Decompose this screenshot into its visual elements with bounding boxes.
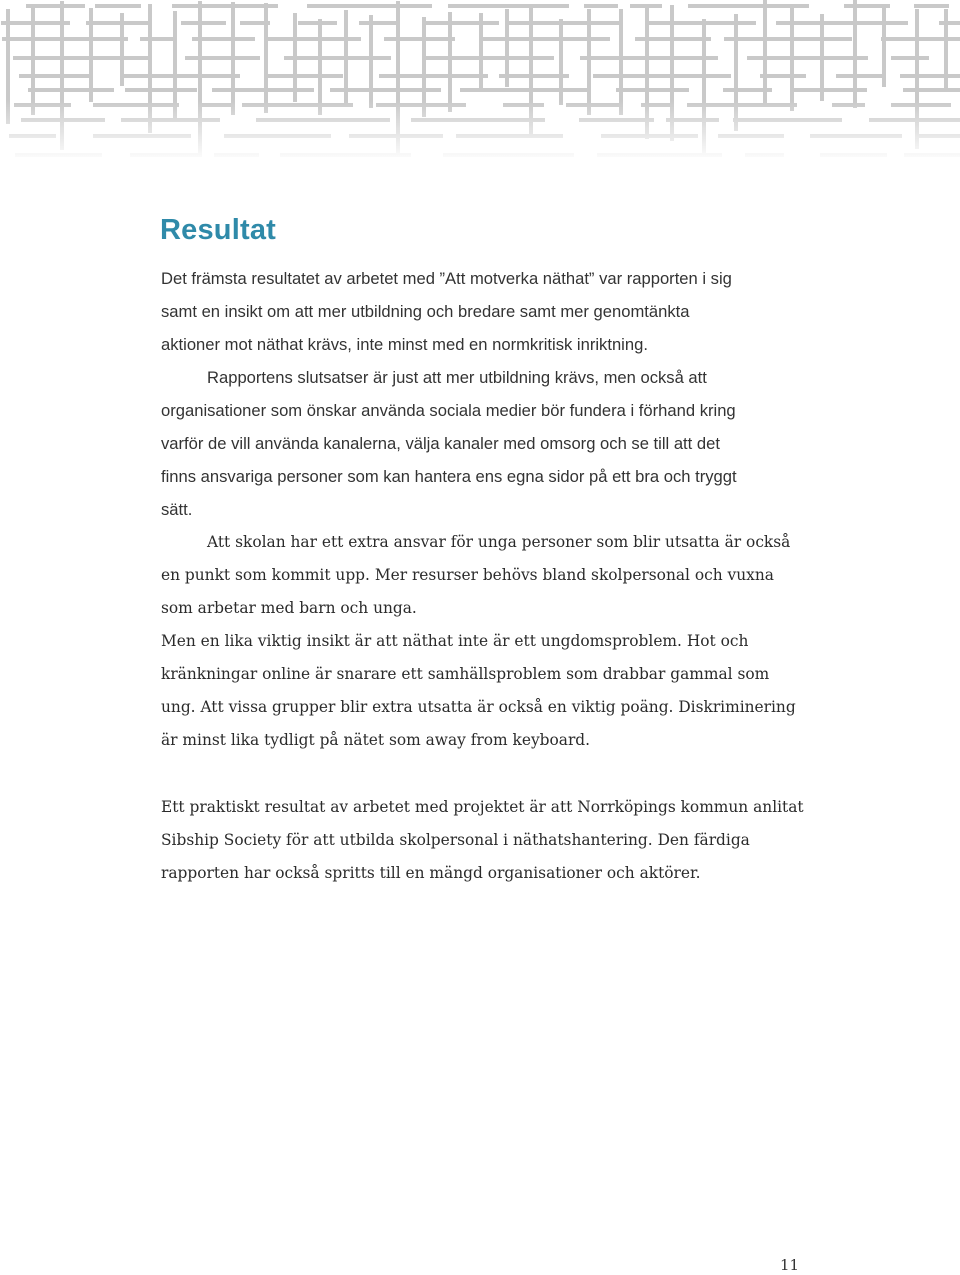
text-line: kränkningar online är snarare ett samhällsproblem som drabbar gammal som — [161, 665, 770, 683]
text-line: Sibship Society för att utbilda skolpersonal i näthatshantering. Den färdiga — [161, 831, 750, 849]
text-line: samt en insikt om att mer utbildning och bredare samt mer genomtänkta — [161, 302, 690, 321]
text-line: Ett praktiskt resultat av arbetet med projektet är att Norrköpings kommun anlitat — [161, 798, 804, 816]
text-line: en punkt som kommit upp. Mer resurser behövs bland skolpersonal och vuxna — [161, 566, 774, 584]
text-line: sätt. — [161, 500, 193, 519]
section-heading: Resultat — [160, 214, 277, 246]
text-line: Det främsta resultatet av arbetet med ”Att motverka näthat” var rapporten i sig — [161, 269, 732, 288]
paragraph-practical-result — [161, 791, 804, 890]
text-line: aktioner mot näthat krävs, inte minst med en normkritisk inriktning. — [161, 335, 648, 354]
text-line: organisationer som önskar använda sociala medier bör fundera i förhand kring — [161, 401, 736, 420]
page-number: 11 — [780, 1256, 800, 1274]
paragraph-conclusions — [161, 361, 737, 526]
text-line: är minst lika tydligt på nätet som away from keyboard. — [161, 731, 591, 749]
text-line: varför de vill använda kanalerna, välja kanaler med omsorg och se till att det — [161, 434, 720, 453]
pattern-fade — [0, 100, 960, 162]
text-line: Rapportens slutsatser är just att mer utbildning krävs, men också att — [207, 368, 707, 387]
text-line: som arbetar med barn och unga. — [161, 599, 417, 617]
text-line: Att skolan har ett extra ansvar för unga personer som blir utsatta är också — [207, 533, 791, 551]
paragraph-school-responsibility — [161, 526, 796, 757]
text-line: rapporten har också spritts till en mängd organisationer och aktörer. — [161, 864, 701, 882]
text-line: ung. Att vissa grupper blir extra utsatta är också en viktig poäng. Diskriminering — [161, 698, 796, 716]
text-line: finns ansvariga personer som kan hantera ens egna sidor på ett bra och tryggt — [161, 467, 737, 486]
paragraph-intro — [161, 262, 732, 361]
text-line: Men en lika viktig insikt är att näthat inte är ett ungdomsproblem. Hot och — [161, 632, 749, 650]
